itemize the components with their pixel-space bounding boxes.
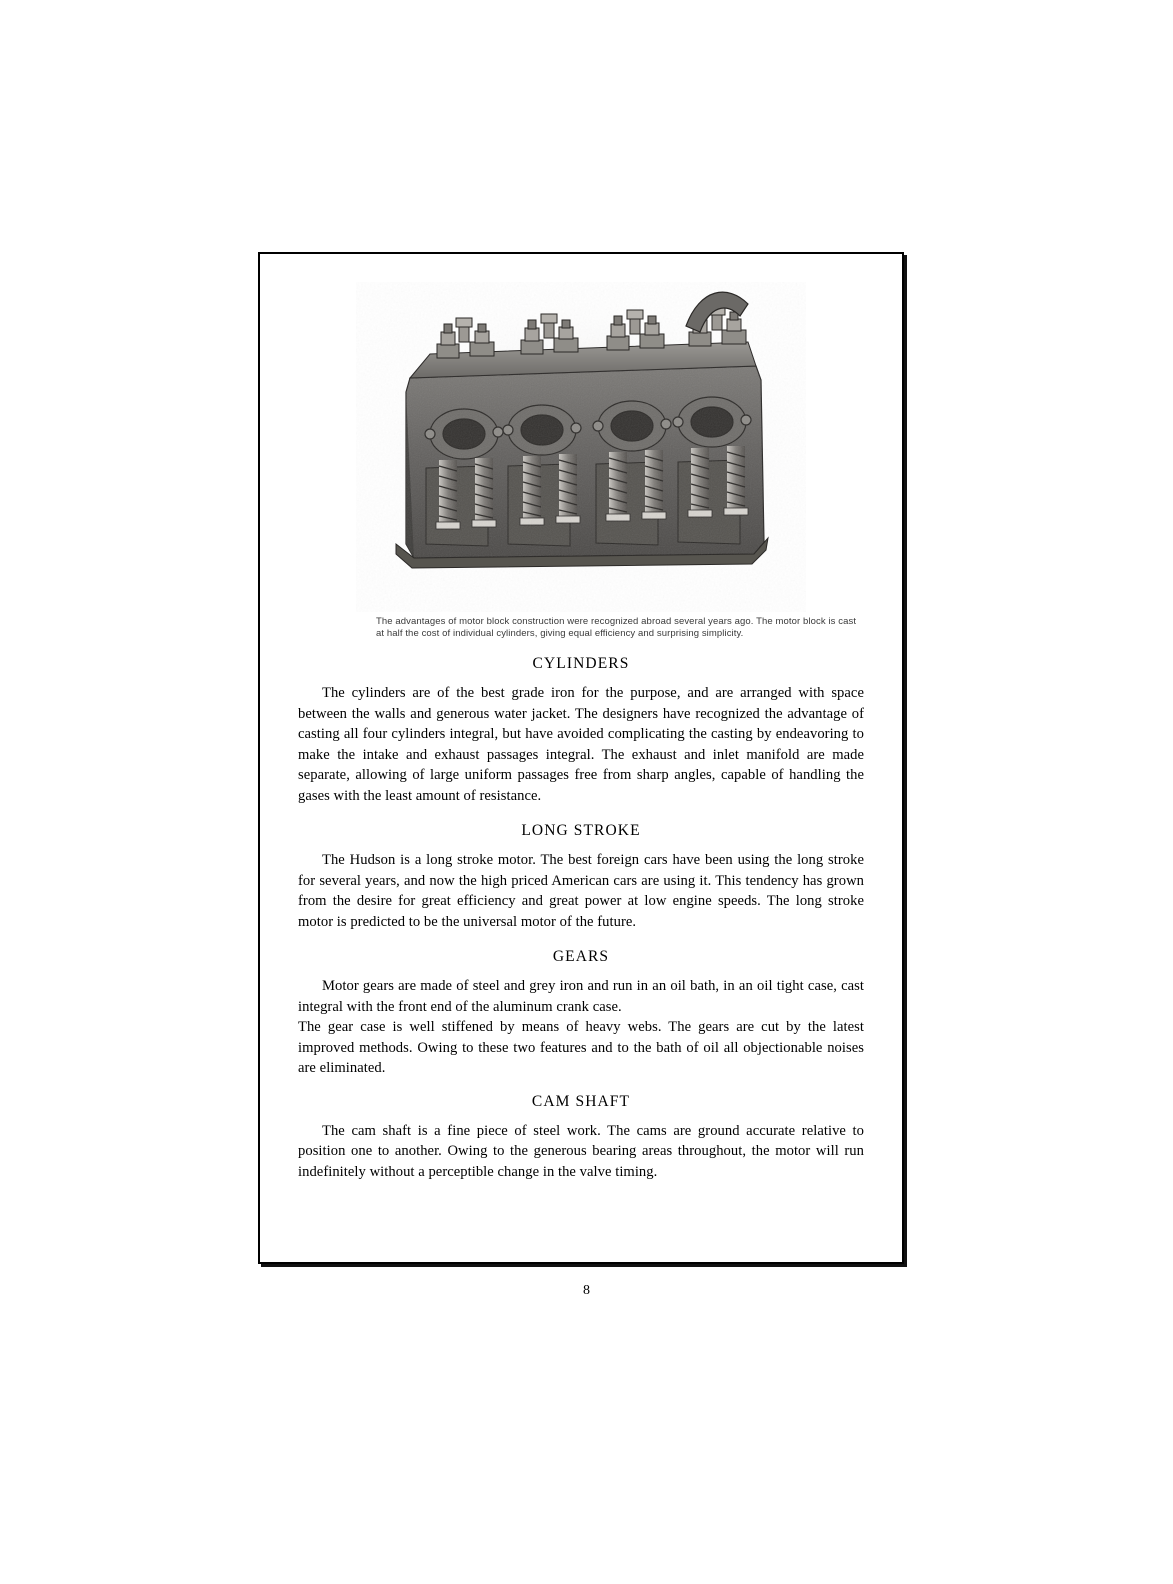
section-paragraph-gears-2: The gear case is well stiffened by means of heavy webs. The gears are cut by the latest improved methods. Owing to these two features and to the bath of oil all objectionable noises are eliminated.	[298, 1019, 864, 1076]
page-content	[260, 254, 902, 1262]
section-paragraph-cylinders-1: The cylinders are of the best grade iron for the purpose, and are arranged with space between the walls and generous water jacket. The designers have recognized the advantage of casting all four cylinders integral, but have avoided complicating the casting by endeavoring to make the intake and exhaust passages integral. The exhaust and inlet manifold are made separate, allowing of large uniform passages free from sharp angles, capable of handling the gases with the least amount of resistance.	[298, 685, 864, 804]
section-heading-cylinders: CYLINDERS	[532, 655, 630, 672]
page-number: 8	[583, 1283, 590, 1298]
section-heading-gears: GEARS	[552, 948, 610, 965]
section-paragraph-gears-1: Motor gears are made of steel and grey iron and run in an oil bath, in an oil tight case, cast integral with the front end of the aluminum crank case.	[298, 978, 864, 1015]
engine-block-illustration	[356, 282, 806, 612]
section-heading-cam-shaft: CAM SHAFT	[531, 1092, 631, 1110]
section-paragraph-long-stroke-1: The Hudson is a long stroke motor. The best foreign cars have been using the long stroke for several years, and now the high priced American cars are using it. This tendency has grown from the desire for great efficiency and great power at low engine speeds. The long stroke motor is predicted to be the universal motor of the future.	[298, 852, 864, 930]
figure-caption: The advantages of motor block construction were recognized abroad several years ago. The motor block is cast at half the cost of individual cylinders, giving equal efficiency and surprising simplicity.	[376, 616, 857, 639]
section-heading-long-stroke: LONG STROKE	[521, 822, 641, 839]
figure-block	[298, 282, 864, 639]
section-paragraph-cam-shaft-1: The cam shaft is a fine piece of steel work. The cams are ground accurate relative to position one to another. Owing to the generous bearing areas throughout, the motor will run indefinitely without a perceptible change in the valve timing.	[298, 1122, 864, 1180]
scanned-page	[258, 252, 904, 1264]
